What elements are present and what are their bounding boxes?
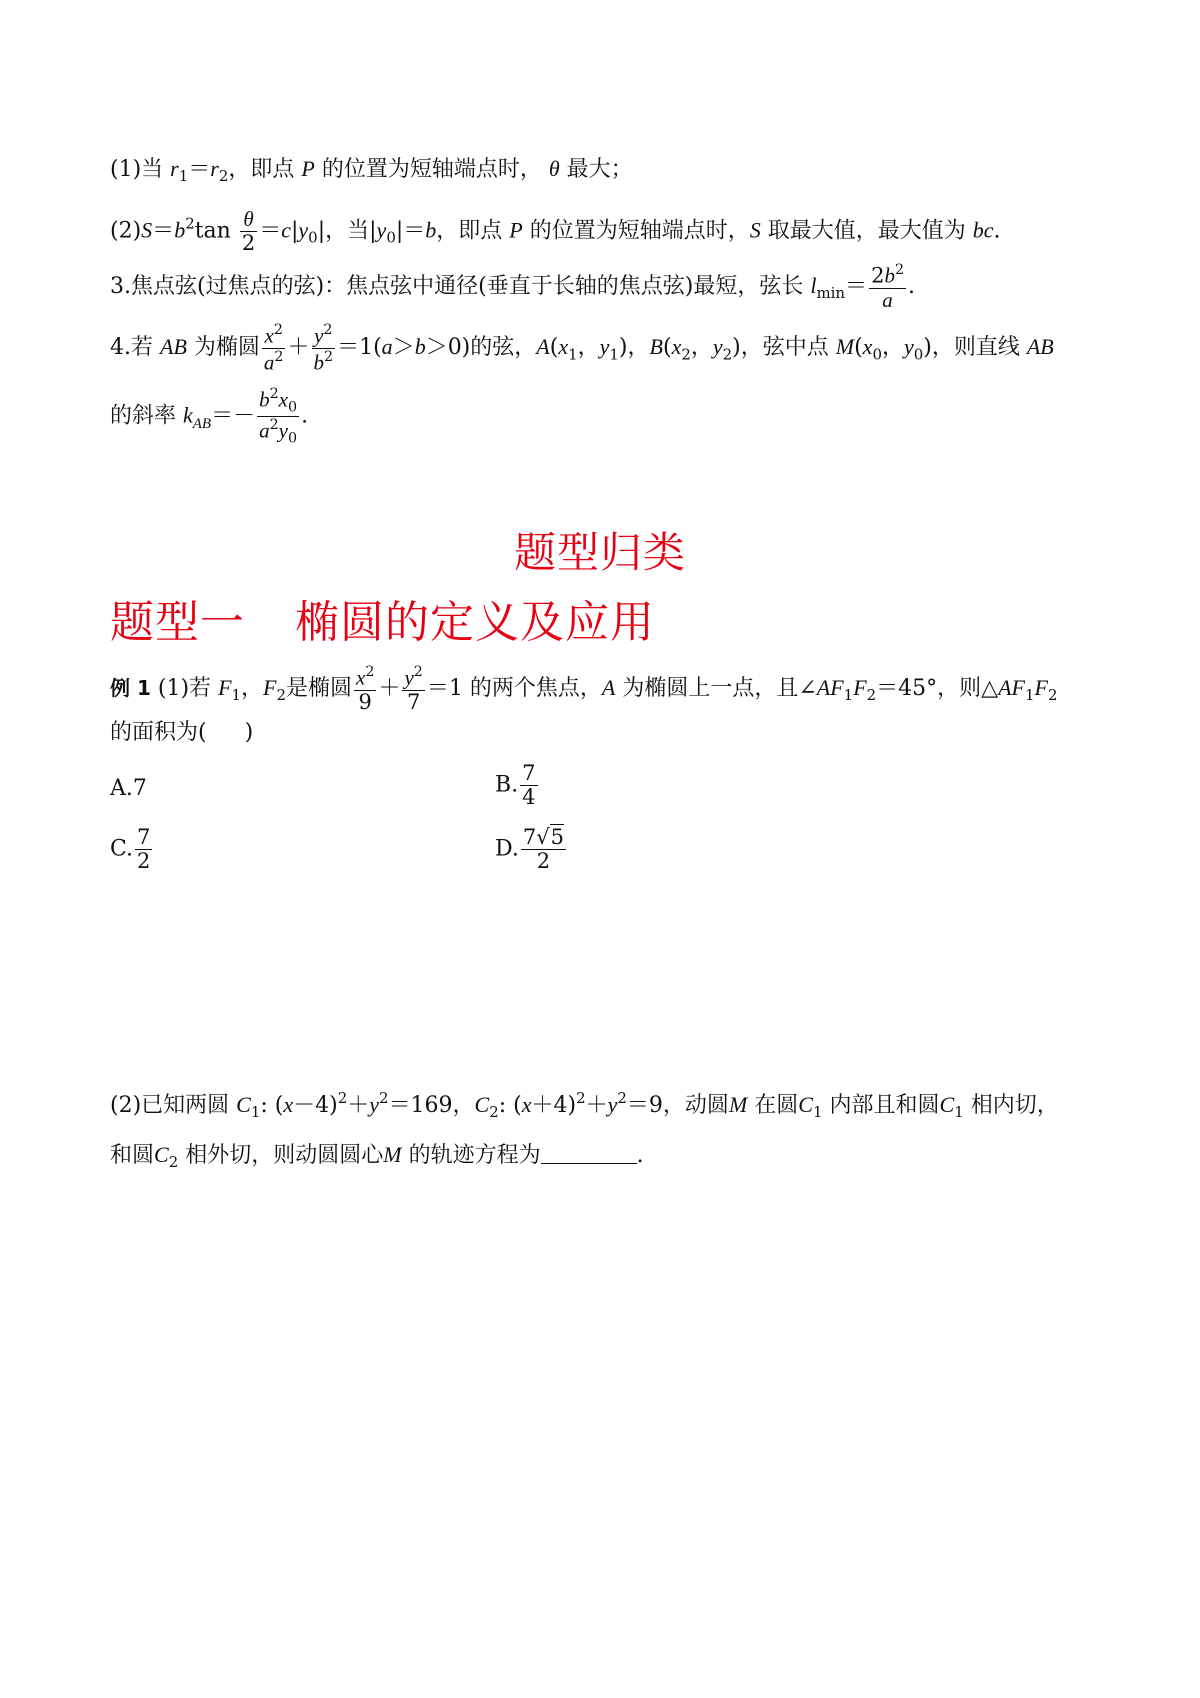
ex1-text-1: 是椭圆 <box>286 675 353 701</box>
paragraph-2: $(2)S=b^2\tan$ $\frac{\theta}{2}$ $=c|y_0|$，当$|y_0|=b$，即点 P 的位置为短轴端点时，S 取最大值，最大值为 bc. <box>110 207 1001 255</box>
fraction-x2-over-9: $\frac{x^2}{9}$ <box>356 664 375 714</box>
p2-text-3: 的位置为短轴端点时， <box>529 218 750 244</box>
paragraph-1: (1)当 $r_1=r_2$，即点 P 的位置为短轴端点时， θ 最大； <box>110 156 633 186</box>
ex2-text-4: 相内切， <box>970 1092 1059 1118</box>
fraction-7-over-4: $\frac{7}{4}$ <box>522 761 536 809</box>
p1-num: (1)当 <box>110 157 164 182</box>
p4-text-2: 的弦， <box>470 335 537 361</box>
paragraph-3: 3.焦点弦(过焦点的弦)：焦点弦中通径(垂直于长轴的焦点弦)最短，弦长 $l_{min}=$ $\frac{2b^2}{a}$ . <box>110 262 916 312</box>
option-a[interactable] <box>110 776 147 801</box>
p1-text-1: ，即点 <box>228 157 295 182</box>
ex2-line2-b: 相外切，则动圆圆心 <box>185 1143 384 1168</box>
section-title: 题型归类 <box>513 528 686 577</box>
fraction-y2-over-7: $\frac{y^2}{7}$ <box>404 664 423 714</box>
p4-text-0: 4.若 <box>110 335 153 361</box>
fraction-x2-over-a2: $\frac{x^2}{a^2}$ <box>263 322 284 375</box>
ex2-text-2: 在圆 <box>754 1092 799 1118</box>
ex1-prefix: (1)若 <box>157 675 212 701</box>
paragraph-4: 4.若 AB 为椭圆 $\frac{x^2}{a^2}$ ＋ $\frac{y^2}{b^2}$ ＝1(a＞b＞0)的弦，$A(x_1$，$y_1$)，$B(x_2$，$y_2$)，弦中点 $M(x_0$，$y_0$)，则直线 AB <box>110 322 1054 375</box>
p4-text-4: ，则直线 <box>931 335 1020 361</box>
type-title <box>110 586 655 650</box>
ex1-text-4: ，则 <box>937 675 982 701</box>
paragraph-4-line-2: 的斜率 $k_{AB}=-$ $\frac{b^2x_0}{a^2y_0}$ . <box>110 386 309 447</box>
p1-text-2: 的位置为短轴端点时， <box>321 157 542 182</box>
p3-text: 3.焦点弦(过焦点的弦)：焦点弦中通径(垂直于长轴的焦点弦)最短，弦长 <box>110 273 804 299</box>
fraction-slope: $\frac{b^2x_0}{a^2y_0}$ <box>259 386 298 447</box>
example-label: 例 1 <box>110 675 151 700</box>
ex1-line2: 的面积为( <box>110 720 207 745</box>
option-c-label: C. <box>110 836 134 862</box>
p4-text-1: 为椭圆 <box>193 335 260 361</box>
option-b-label: B. <box>495 772 519 798</box>
ex1-text-2: 的两个焦点， <box>469 675 602 701</box>
option-a-label: A. <box>110 776 133 801</box>
option-b[interactable] <box>495 762 540 809</box>
option-a-value: 7 <box>132 776 147 801</box>
ex2-text-1: 动圆 <box>684 1092 729 1118</box>
option-c[interactable] <box>110 826 154 873</box>
p2-text-4: 取最大值，最大值为 <box>767 218 966 244</box>
fraction-theta-over-2: $\frac{\theta}{2}$ <box>241 207 256 255</box>
p4-text-3: ，弦中点 <box>740 335 829 361</box>
p4-line2-prefix: 的斜率 <box>110 403 177 429</box>
p1-text-3: 最大； <box>566 157 633 182</box>
type-title-label: 题型一 <box>110 597 245 648</box>
ex1-line2-close: ) <box>244 720 254 745</box>
example-1-question: 例 1 (1)若 $F_1$，$F_2$是椭圆 $\frac{x^2}{9}$ ＋ $\frac{y^2}{7}$ ＝1 的两个焦点，A 为椭圆上一点，且$\angle AF_1F_2=45^\circ$，则$\triangle AF_1F_2$ <box>110 664 1058 714</box>
fraction-7-over-2: $\frac{7}{2}$ <box>137 825 151 873</box>
option-d-label: D. <box>495 836 519 862</box>
fraction-2b2-over-a: $\frac{2b^2}{a}$ <box>871 262 905 312</box>
ex2-prefix: (2)已知两圆 <box>110 1092 230 1118</box>
ex2-line2-a: 和圆 <box>110 1143 155 1168</box>
example-1-part-2: (2)已知两圆 $C_1$: $(x-4)^2+y^2=169$，$C_2$: $(x+4)^2+y^2=9$，动圆M 在圆$C_1$ 内部且和圆$C_1$ 相内切， <box>110 1089 1059 1122</box>
ex1-text-3: 为椭圆上一点，且 <box>622 675 799 701</box>
p2-text-2: ，即点 <box>436 218 503 244</box>
ex2-line2-c: 的轨迹方程为 <box>408 1143 541 1168</box>
option-d[interactable] <box>495 826 568 873</box>
example-1-question-line-2 <box>110 720 253 746</box>
p2-text-1: ，当 <box>325 218 370 244</box>
answer-blank[interactable] <box>541 1163 637 1164</box>
fraction-y2-over-b2: $\frac{y^2}{b^2}$ <box>313 322 334 375</box>
p2-num: (2) <box>110 218 142 244</box>
example-1-part-2-line-2: 和圆$C_2$ 相外切，则动圆圆心M 的轨迹方程为 . <box>110 1142 644 1172</box>
ex2-text-3: 内部且和圆 <box>829 1092 940 1118</box>
fraction-7sqrt5-over-2: $\frac{7√5}{2}$ <box>522 825 564 873</box>
type-title-name: 椭圆的定义及应用 <box>295 597 655 648</box>
